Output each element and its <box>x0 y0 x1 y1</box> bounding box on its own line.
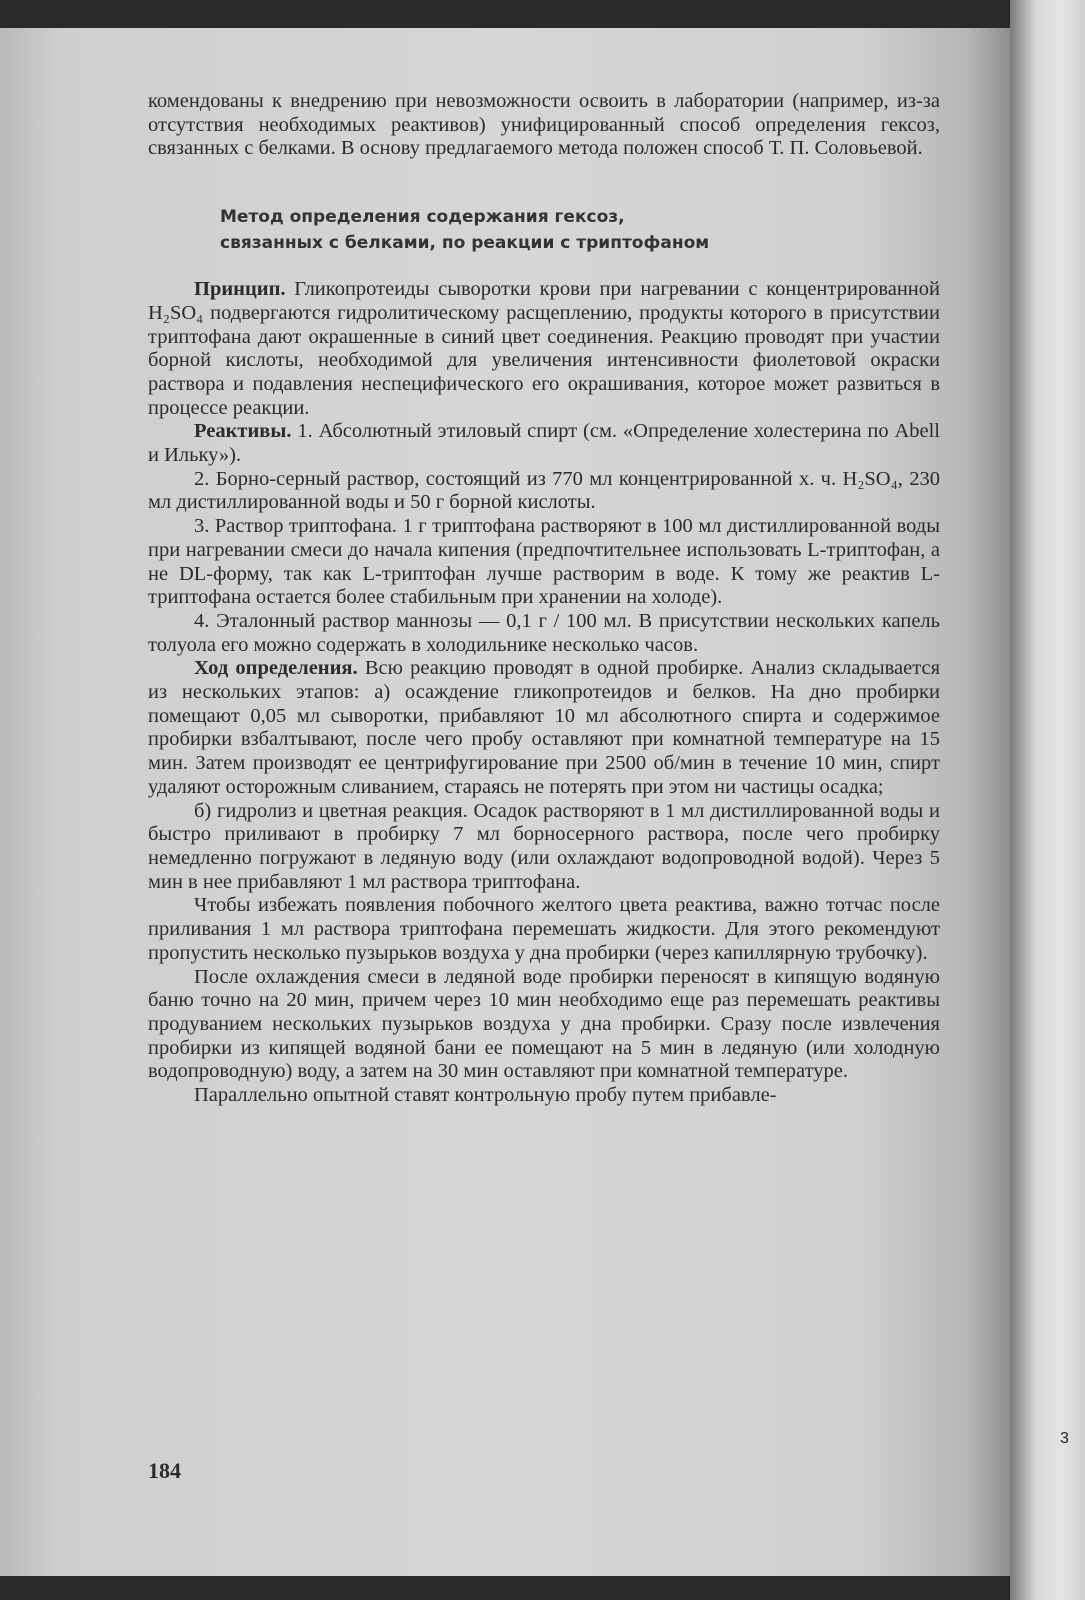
heading-line-2: связанных с белками, по реакции с триптофаном <box>220 233 710 254</box>
reagents-paragraph <box>148 420 940 467</box>
procedure-paragraph-5: Параллельно опытной ставят контрольную пробу путем прибавле- <box>194 1084 777 1107</box>
principle-paragraph <box>148 278 940 420</box>
reagent-item-4: 4. Эталонный раствор маннозы — 0,1 г / 100 мл. В присутствии нескольких капель толуола его можно содержать в холодильнике несколько часов. <box>148 609 940 656</box>
page-number: 184 <box>148 1458 181 1483</box>
next-page-edge <box>1010 0 1085 1600</box>
intro-paragraph: комендованы к внедрению при невозможности освоить в лаборатории (например, из-за отсутствия необходимых реактивов) унифицированный способ определения гексоз, связанных с белками. В основу предлагаемого метода положен способ Т. П. Соловьевой. <box>148 90 940 160</box>
edge-mark: 3 <box>1060 1430 1069 1447</box>
section-heading <box>148 204 940 256</box>
reagents-lead: Реактивы. <box>194 420 292 443</box>
procedure-paragraph <box>148 657 940 799</box>
page-text <box>148 90 940 1108</box>
procedure-paragraph-3: Чтобы избежать появления побочного желтого цвета реактива, важно тотчас после приливания 1 мл раствора триптофана перемешать жидкости. Для этого рекомендуют пропустить несколько пузырьков воздуха у дна пробирки (через капиллярную трубочку). <box>148 894 940 964</box>
principle-lead: Принцип. <box>194 278 286 301</box>
reagent-item-2: 2. Борно-серный раствор, состоящий из 770 мл концентрированной х. ч. H₂SO₄, 230 мл дистиллированной воды и 50 г борной кислоты. <box>148 467 940 514</box>
principle-text: Гликопротеиды сыворотки крови при нагревании с концентрированной H₂SO₄ подвергаются гидролитическому расщеплению, продукты которого в присутствии триптофана дают окрашенные в синий цвет соединения. Реакцию проводят при участии борной кислоты, необходимой для увеличения интенсивности фиолетовой окраски раствора и подавления неспецифического его окрашивания, которое может развиться в процессе реакции. <box>148 278 940 419</box>
procedure-paragraph-2: б) гидролиз и цветная реакция. Осадок растворяют в 1 мл дистиллированной воды и быстро приливают в пробирку 7 мл борносерного раствора, после чего пробирку немедленно погружают в ледяную воду (или охлаждают водопроводной водой). Через 5 мин в нее прибавляют 1 мл раствора триптофана. <box>148 799 940 893</box>
procedure-lead: Ход определения. <box>194 657 358 680</box>
reagent-item-1: 1. Абсолютный этиловый спирт (см. «Определение холестерина по Abell и Ильку»). <box>148 420 940 467</box>
procedure-paragraph-4: После охлаждения смеси в ледяной воде пробирки переносят в кипящую водяную баню точно на 20 мин, причем через 10 мин необходимо еще раз перемешать реактивы продуванием нескольких пузырьков воздуха у дна пробирки. Сразу после извлечения пробирки из кипящей водяной бани ее помещают на 5 мин в ледяную (или холодную водопроводную) воду, а затем на 30 мин оставляют при комнатной температуре. <box>148 965 940 1083</box>
book-page <box>0 28 1010 1576</box>
procedure-text: Всю реакцию проводят в одной пробирке. Анализ складывается из нескольких этапов: а) осаждение гликопротеидов и белков. На дно пробирки помещают 0,05 мл сыворотки, прибавляют 10 мл абсолютного спирта и содержимое пробирки взбалтывают, после чего пробу оставляют при комнатной температуре на 15 мин. Затем производят ее центрифугирование при 2500 об/мин в течение 10 мин, спирт удаляют осторожным сливанием, стараясь не потерять при этом ни частицы осадка; <box>148 657 940 798</box>
reagent-item-3: 3. Раствор триптофана. 1 г триптофана растворяют в 100 мл дистиллированной воды при нагревании смеси до начала кипения (предпочтительнее использовать L-триптофан, а не DL-форму, так как L-триптофан лучше растворим в воде. К тому же реактив L-триптофана остается более стабильным при хранении на холоде). <box>148 515 940 609</box>
heading-line-1: Метод определения содержания гексоз, <box>220 207 625 228</box>
